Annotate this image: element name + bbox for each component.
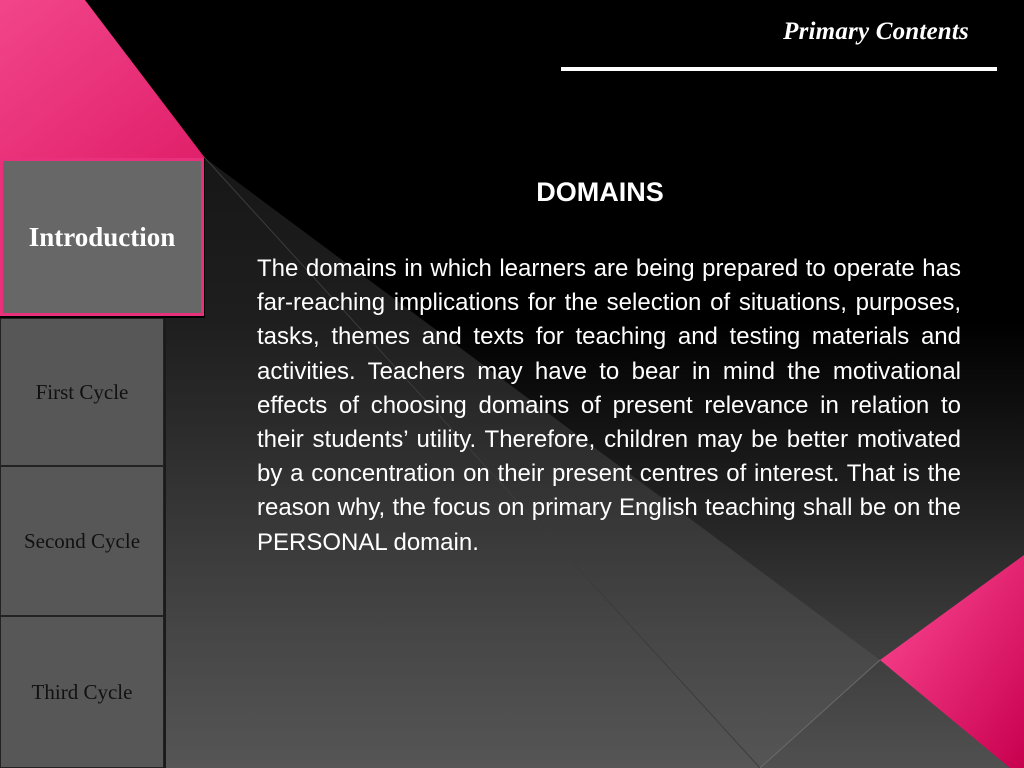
pink-triangle-bottom-right bbox=[880, 555, 1024, 768]
sidebar-item-third-cycle[interactable]: Third Cycle bbox=[0, 616, 164, 768]
header-divider bbox=[561, 67, 997, 71]
sidebar-nav bbox=[0, 318, 166, 768]
content-body-text: The domains in which learners are being prepared to operate has far-reaching implications for the selection of situations, purposes, tasks, themes and texts for teaching and testing materials and activities. Teachers may have to bear in mind the motivational effects of choosing domains of present relevance in relation to their students’ utility. Therefore, children may be better motivated by a concentration on their present centres of interest. That is the reason why, the focus on primary English teaching shall be on the PERSONAL domain. bbox=[257, 255, 961, 556]
content-heading: DOMAINS bbox=[536, 177, 664, 207]
sidebar-item-introduction[interactable]: Introduction bbox=[0, 158, 204, 316]
sidebar-item-second-cycle[interactable]: Second Cycle bbox=[0, 466, 164, 616]
page-header-title: Primary Contents bbox=[783, 18, 969, 45]
sidebar-item-first-cycle[interactable]: First Cycle bbox=[0, 318, 164, 466]
pink-triangle-top-left bbox=[0, 0, 205, 158]
